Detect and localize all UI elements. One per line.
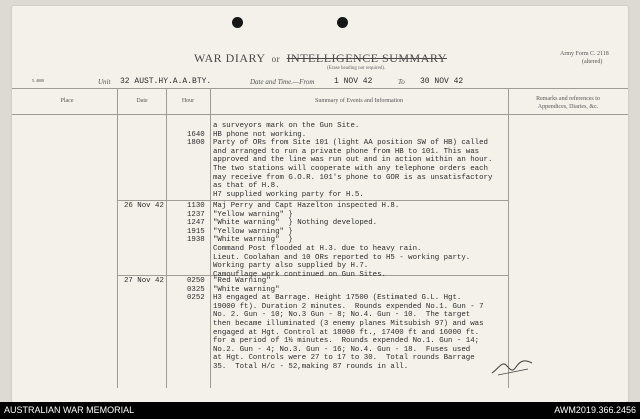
- col-header-summary: Summary of Events and Information: [315, 98, 403, 104]
- archive-footer: [0, 402, 640, 419]
- header-bottom-rule: [12, 114, 628, 115]
- unit-label: Unit: [98, 78, 111, 86]
- erase-note: (Erase heading not required).: [327, 66, 386, 71]
- col-divider-date: [166, 88, 167, 388]
- entry-2-hours: 1130 1237 1247 1915 1938: [187, 202, 205, 245]
- diary-table: [12, 88, 628, 388]
- war-diary-label: WAR DIARY: [194, 51, 266, 65]
- date-from-value: 1 NOV 42: [334, 77, 373, 86]
- entry-3-date: 27 Nov 42: [124, 277, 164, 285]
- table-top-rule: [12, 88, 628, 89]
- date-to-value: 30 NOV 42: [420, 77, 464, 86]
- col-header-remarks: [510, 95, 626, 111]
- diary-page: [12, 6, 628, 402]
- col-header-hour: Hour: [181, 98, 195, 104]
- archive-reference: AWM2019.366.2456: [554, 405, 636, 415]
- form-ref-line2: (altered): [582, 59, 603, 65]
- punch-hole-right: [337, 17, 348, 28]
- remarks-line1: Remarks and references to: [536, 96, 600, 102]
- remarks-line2: Appendices, Diaries, &c.: [537, 104, 599, 110]
- or-label: or: [271, 54, 281, 64]
- col-divider-hour: [210, 88, 211, 388]
- entry-divider-1: [117, 200, 508, 201]
- page-title: [194, 51, 447, 66]
- entry-1-summary: a surveyors mark on the Gun Site. HB phone not working. Party of ORs from Site 101 (light AA position SW of HB) called and arranged to run a private phone from HB to 101. This was approved and the line was run out and in action within an hour. The two stations will cooperate with any telephone orders each may receive from G.O.R. 101's phone to GOR is as unsatisfactory as that of H.8. H7 supplied working party for H.5.: [213, 122, 493, 199]
- intelligence-summary-label: INTELLIGENCE SUMMARY: [286, 51, 447, 65]
- entry-3-summary: "Red Warning" "White warning" H3 engaged at Barrage. Height 17500 (Estimated G.L. Hgt. 19000 ft). Duration 2 minutes. Rounds expended No.1. Gun - 7 No. 2. Gun - 10; No.3 Gun - 8; No.4. Gun - 10. The target then became illuminated (3 enemy planes Mitsubish 97) and was engaged at Hgt. Control at 18000 ft., 17400 ft and 16000 ft. for a period of 1½ minutes. Rounds expended No.1. Gun - 14; No.2. Gun - 4; No.3. Gun - 16; No.4. Gun - 18. Fuses used at Hgt. Controls were 27 to 17 to 30. Total rounds Barrage 35. Total H/c - 52,making 87 rounds in all.: [213, 277, 484, 371]
- col-header-place: Place: [60, 98, 74, 104]
- form-print-code: 5. 4000: [32, 78, 44, 83]
- entry-2-summary: Maj Perry and Capt Hazelton inspected H.8. "Yellow warning" } "White warning" } Nothing developed. "Yellow warning" } "White warning" } Command Post flooded at H.3. due to heavy rain. Lieut. Coolahan and 10 ORs reported to H5 - working party. Working party also supplied by H.7. Camouflage work continued on Gun Sites.: [213, 202, 471, 279]
- entry-3-hours: 0250 0325 0252: [187, 277, 205, 303]
- date-to-label: To: [398, 78, 405, 86]
- col-divider-summary: [508, 88, 509, 388]
- col-divider-place: [117, 88, 118, 388]
- form-reference: [560, 50, 609, 66]
- form-ref-line1: Army Form C. 2118: [560, 51, 609, 57]
- signature-mark: [490, 357, 535, 377]
- entry-2-date: 26 Nov 42: [124, 202, 164, 210]
- entry-1-hours: 1640 1800: [187, 130, 205, 148]
- punch-hole-left: [232, 17, 243, 28]
- date-from-label: Date and Time.—From: [250, 78, 315, 86]
- unit-value: 32 AUST.HY.A.A.BTY.: [120, 77, 212, 86]
- col-header-date: Date: [136, 98, 148, 104]
- archive-name: AUSTRALIAN WAR MEMORIAL: [4, 405, 135, 415]
